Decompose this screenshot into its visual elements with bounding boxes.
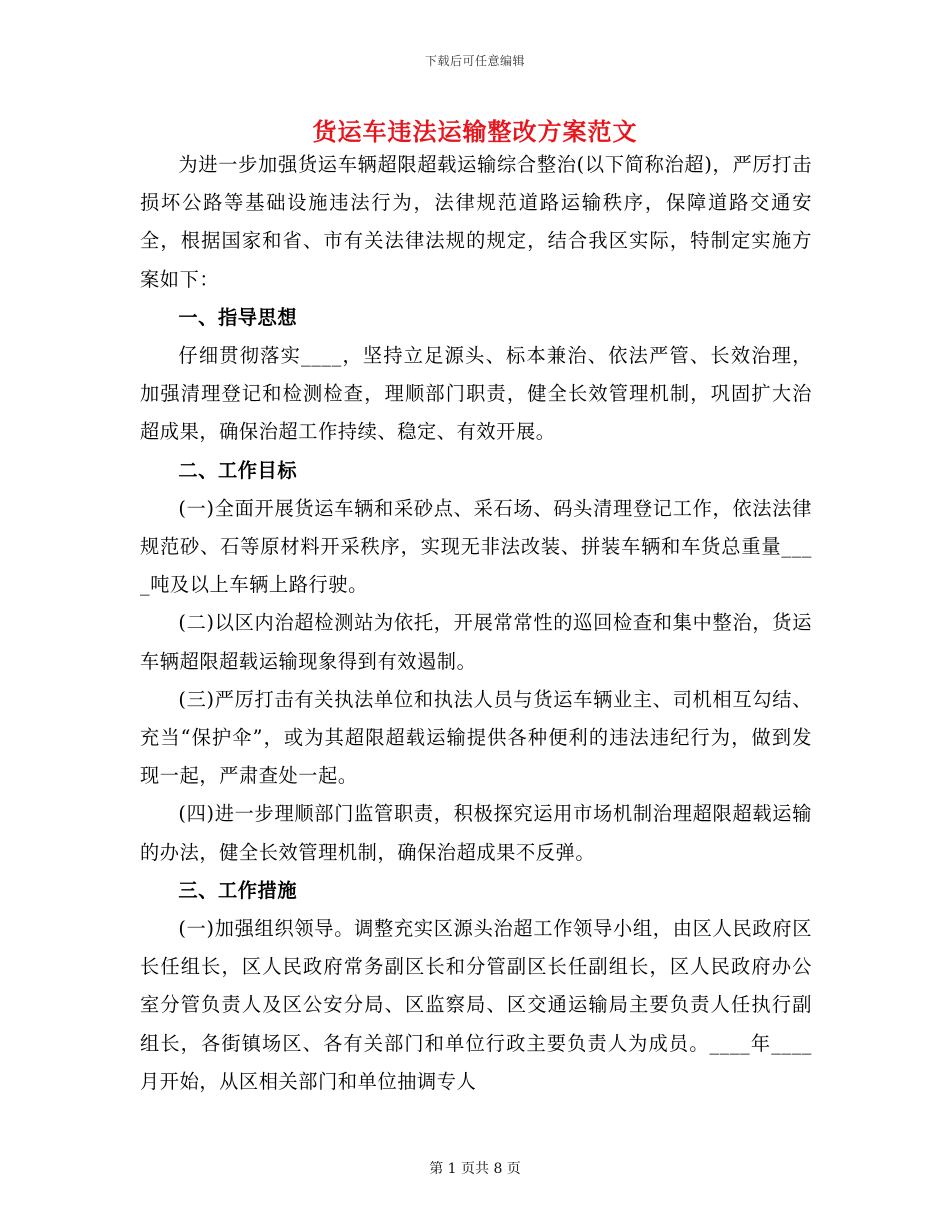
document-title: 货运车违法运输整改方案范文 [312,117,638,146]
section-heading-work-goals: 二、工作目标 [178,458,298,482]
guiding-ideology-paragraph: 仔细贯彻落实____，坚持立足源头、标本兼治、依法严管、长效治理，加强清理登记和检测检查，理顺部门职责，健全长效管理机制，巩固扩大治超成果，确保治超工作持续、稳定、有效开展。 [140,344,812,444]
document-body [140,146,812,1101]
section-heading-work-measures: 三、工作措施 [178,878,298,902]
measure-item-1: (一)加强组织领导。调整充实区源头治超工作领导小组，由区人民政府区长任组长，区人民政府常务副区长和分管副区长任副组长，区人民政府办公室分管负责人及区公安分局、区监察局、区交通运输局主要负责人任执行副组长，各街镇场区、各有关部门和单位行政主要负责人为成员。____年____月开始，从区相关部门和单位抽调专人 [140,917,812,1093]
goal-item-3: (三)严厉打击有关执法单位和执法人员与货运车辆业主、司机相互勾结、充当“保护伞”，或为其超限超载运输提供各种便利的违法违纪行为，做到发现一起，严肃查处一起。 [140,687,812,788]
page-footer: 第 1 页共 8 页 [429,1161,521,1177]
goal-item-1: (一)全面开展货运车辆和采砂点、采石场、码头清理登记工作，依法法律规范砂、石等原材料开采秩序，实现无非法改装、拼装车辆和车货总重量____吨及以上车辆上路行驶。 [140,496,812,597]
header-note: 下载后可任意编辑 [424,54,525,68]
section-heading-guiding-ideology: 一、指导思想 [178,305,298,329]
goal-item-4: (四)进一步理顺部门监管职责，积极探究运用市场机制治理超限超载运输的办法，健全长效管理机制，确保治超成果不反弹。 [140,802,812,864]
intro-paragraph: 为进一步加强货运车辆超限超载运输综合整治(以下简称治超)，严厉打击损坏公路等基础设施违法行为，法律规范道路运输秩序，保障道路交通安全，根据国家和省、市有关法律法规的规定，结合我区实际，特制定实施方案如下： [140,153,812,291]
goal-item-2: (二)以区内治超检测站为依托，开展常常性的巡回检查和集中整治，货运车辆超限超载运输现象得到有效遏制。 [140,611,812,673]
